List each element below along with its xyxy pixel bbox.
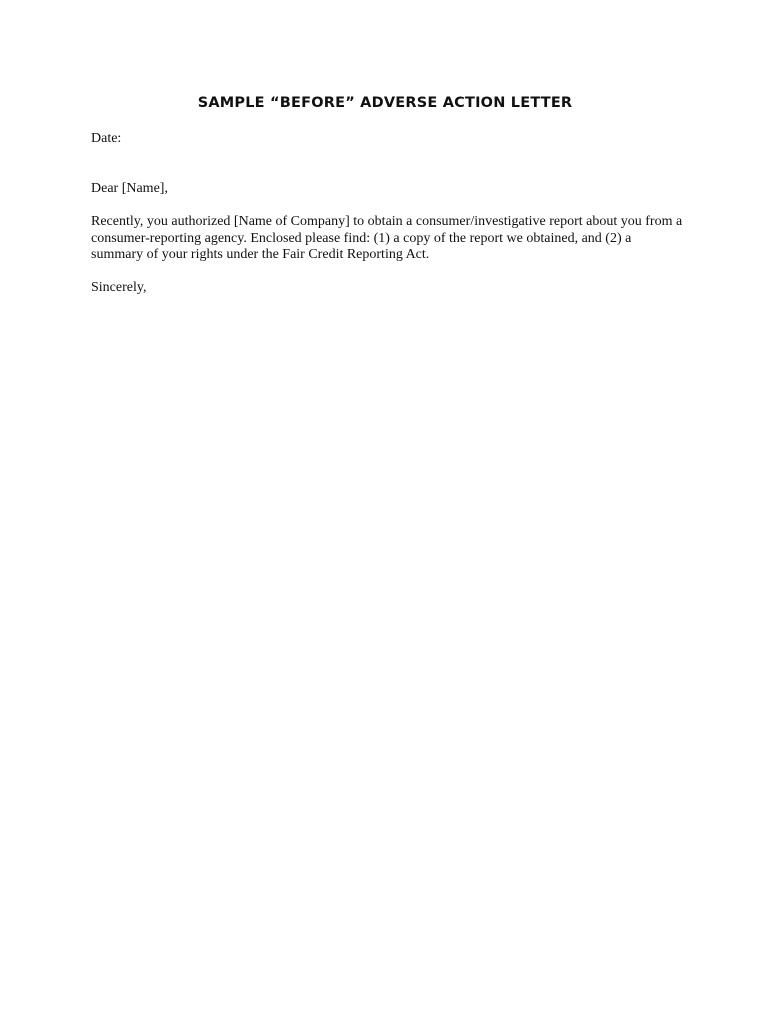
body-paragraph — [91, 214, 682, 264]
body-line: summary of your rights under the Fair Credit Reporting Act. — [91, 247, 430, 262]
date-label: Date: — [91, 131, 122, 146]
closing: Sincerely, — [91, 280, 147, 295]
body-line: Recently, you authorized [Name of Company] to obtain a consumer/investigative report about you from a — [91, 214, 683, 229]
body-line: consumer-reporting agency. Enclosed please find: (1) a copy of the report we obtained, and (2) a — [91, 230, 632, 246]
letter-title: SAMPLE “BEFORE” ADVERSE ACTION LETTER — [197, 95, 573, 111]
salutation: Dear [Name], — [91, 181, 168, 196]
